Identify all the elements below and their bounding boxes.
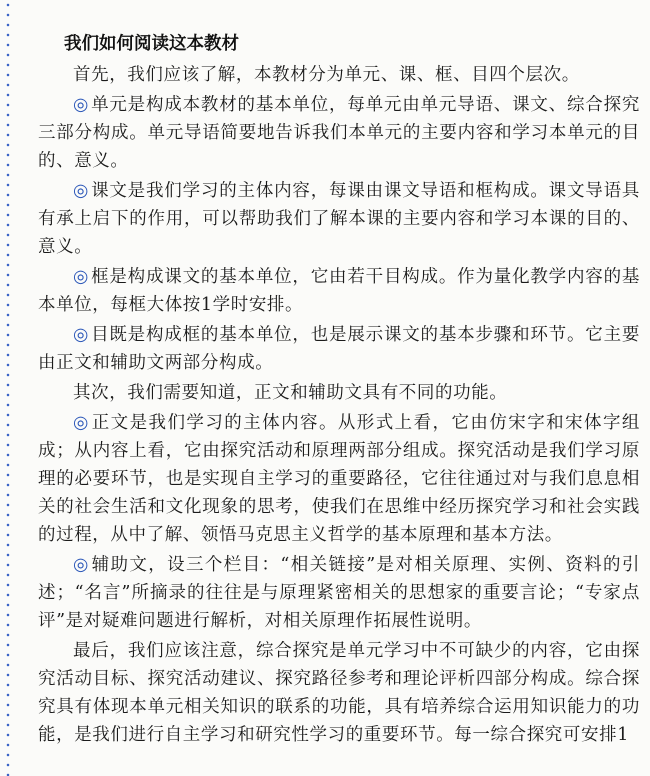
bullet-icon: ◎ <box>73 555 90 575</box>
page-title: 我们如何阅读这本教材 <box>64 34 239 54</box>
bullet-icon: ◎ <box>73 95 90 115</box>
paragraph-text: 首先，我们应该了解，本教材分为单元、课、框、目四个层次。 <box>73 65 580 85</box>
document-page <box>38 30 640 751</box>
paragraph-text: 辅助文，设三个栏目：“相关链接”是对相关原理、实例、资料的引述；“名言”所摘录的往往是与原理紧密相关的思想家的重要言论；“专家点评”是对疑难问题进行解析，对相关原理作拓展性说明。 <box>38 555 641 631</box>
paragraph <box>38 379 640 407</box>
paragraph-text: 课文是我们学习的主体内容，每课由课文导语和框构成。课文导语具有承上启下的作用，可以帮助我们了解本课的主要内容和学习本课的目的、意义。 <box>38 181 640 257</box>
paragraph-text: 其次，我们需要知道，正文和辅助文具有不同的功能。 <box>73 383 508 403</box>
bullet-icon: ◎ <box>73 267 90 287</box>
paragraph <box>38 61 640 89</box>
paragraph <box>38 91 640 175</box>
bullet-icon: ◎ <box>73 413 90 433</box>
bullet-icon: ◎ <box>73 325 90 345</box>
paragraph-list <box>38 61 640 749</box>
paragraph-text: 最后，我们应该注意，综合探究是单元学习中不可缺少的内容，它由探究活动目标、探究活动建议、探究路径参考和理论评析四部分构成。综合探究具有体现本单元相关知识的联系的功能，具有培养综合运用知识能力的功能，是我们进行自主学习和研究性学习的重要环节。每一综合探究可安排1 <box>38 641 640 745</box>
paragraph <box>38 321 640 377</box>
paragraph <box>38 551 640 635</box>
bullet-icon: ◎ <box>73 181 90 201</box>
paragraph <box>38 409 640 549</box>
paragraph-text: 框是构成课文的基本单位，它由若干目构成。作为量化教学内容的基本单位，每框大体按1学时安排。 <box>38 267 640 315</box>
paragraph-text: 目既是构成框的基本单位，也是展示课文的基本步骤和环节。它主要由正文和辅助文两部分构成。 <box>38 325 640 373</box>
binding-dots <box>6 0 10 776</box>
paragraph <box>38 637 640 749</box>
paragraph <box>38 177 640 261</box>
paragraph-text: 正文是我们学习的主体内容。从形式上看，它由仿宋字和宋体字组成；从内容上看，它由探究活动和原理两部分组成。探究活动是我们学习原理的必要环节，也是实现自主学习的重要路径，它往往通过对与我们息息相关的社会生活和文化现象的思考，使我们在思维中经历探究学习和社会实践的过程，从中了解、领悟马克思主义哲学的基本原理和基本方法。 <box>38 413 640 545</box>
paragraph <box>38 263 640 319</box>
paragraph-text: 单元是构成本教材的基本单位，每单元由单元导语、课文、综合探究三部分构成。单元导语简要地告诉我们本单元的主要内容和学习本单元的目的、意义。 <box>38 95 640 171</box>
